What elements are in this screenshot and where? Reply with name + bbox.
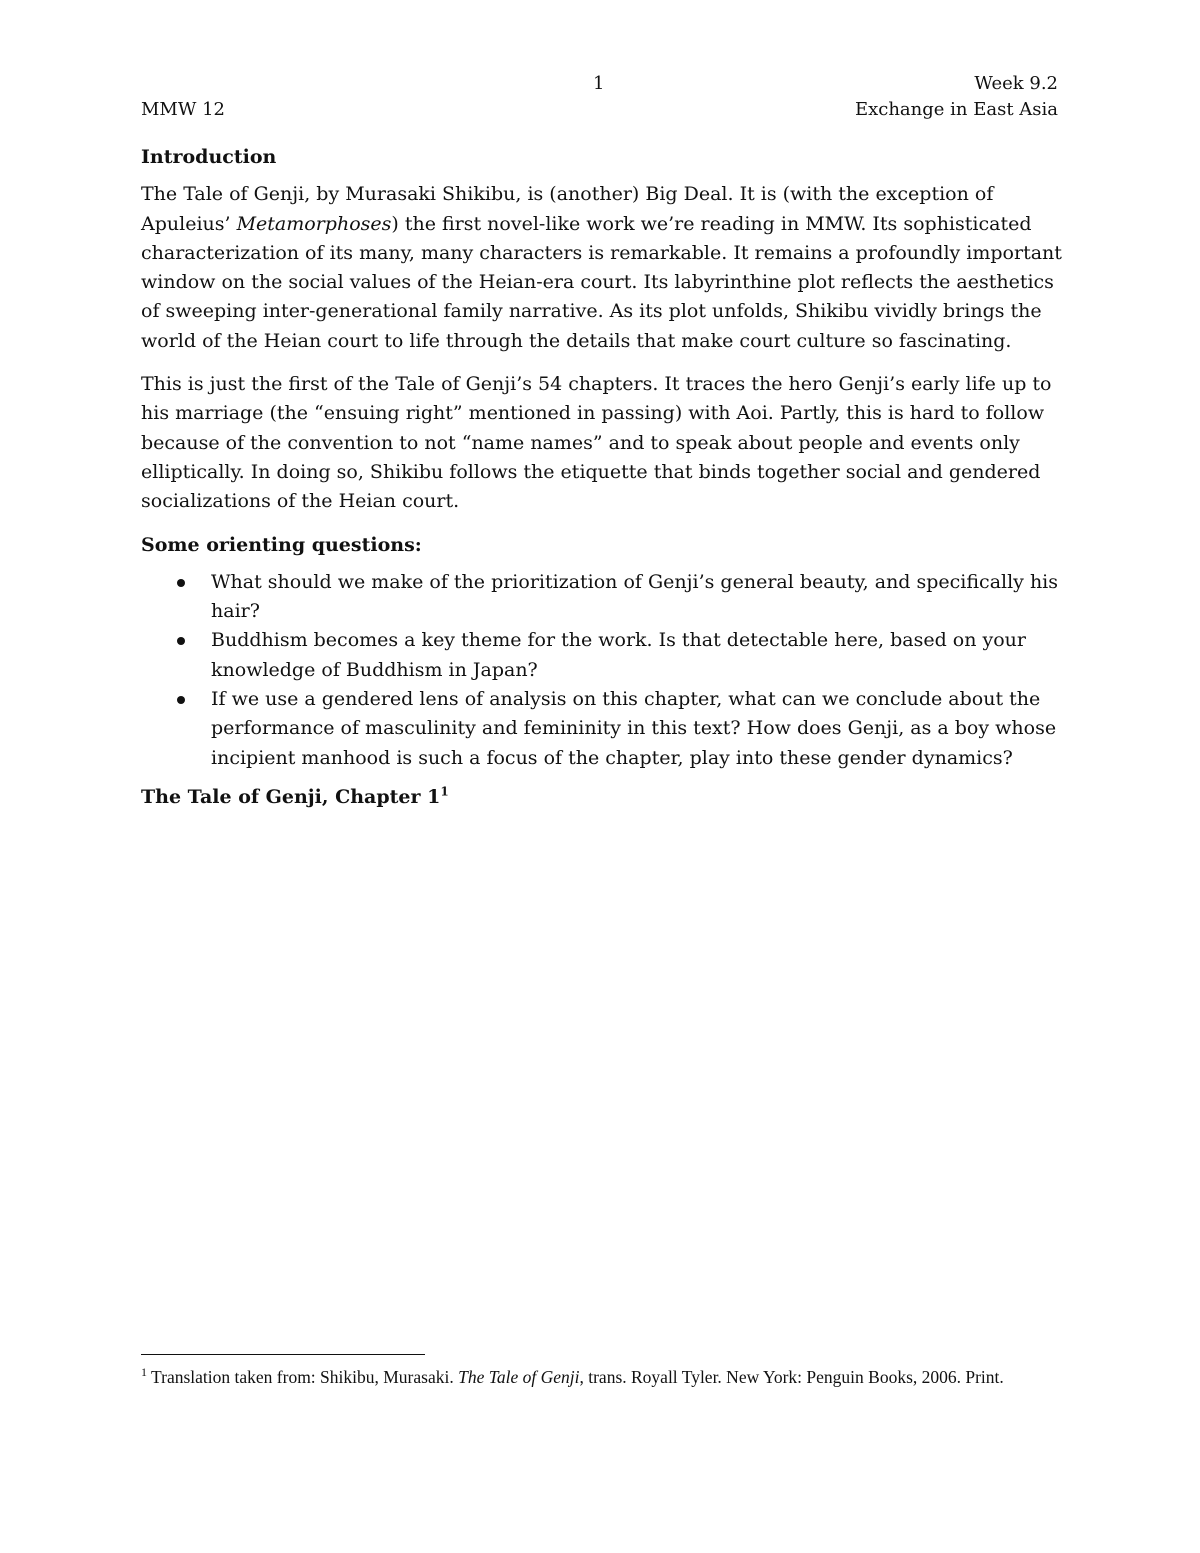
header-week: Week 9.2 — [974, 73, 1058, 94]
footnote-text-a: Translation taken from: Shikibu, Murasaki. — [147, 1367, 459, 1387]
questions-list — [141, 568, 1066, 773]
question-text: What should we make of the prioritization of Genji’s general beauty, and specifically his hair? — [211, 570, 1059, 623]
footnote-mark: 1 — [141, 1365, 147, 1380]
questions-heading: Some orienting questions: — [141, 533, 422, 556]
bullet-icon — [177, 637, 185, 645]
footnote-reference[interactable]: 1 — [440, 784, 449, 799]
introduction-paragraph-2: This is just the first of the Tale of Genji’s 54 chapters. It traces the hero Genji’s early life up to his marriage (the “ensuing right” mentioned in passing) with Aoi. Partly, this is hard to follow because of the convention to not “name names” and to speak about people and events only elliptically. In doing so, Shikibu follows the etiquette that binds together social and gendered socializations of the Heian court. — [141, 373, 1052, 513]
bullet-icon — [177, 579, 185, 587]
chapter-title-text: The Tale of Genji, Chapter 1 — [141, 785, 441, 808]
footnote-text-b: , trans. Royall Tyler. New York: Penguin Books, 2006. Print. — [579, 1367, 1004, 1387]
introduction-p1-italic-title: Metamorphoses — [236, 212, 392, 235]
list-item — [141, 626, 1066, 685]
page-number: 1 — [593, 73, 605, 94]
bullet-icon — [177, 696, 185, 704]
footnote-italic-title: The Tale of Genji — [458, 1367, 580, 1387]
header-topic: Exchange in East Asia — [854, 99, 1058, 120]
list-item — [141, 685, 1066, 773]
footnote-separator — [141, 1354, 425, 1355]
introduction-paragraph-1 — [141, 180, 1066, 356]
chapter-title — [141, 783, 1066, 812]
document-body — [141, 143, 1066, 812]
header-course: MMW 12 — [141, 99, 225, 120]
introduction-p1-text-b: ) the first novel-like work we’re reading in MMW. Its sophisticated characterization of its many, many characters is remarkable. It remains a profoundly important window on the social values of the Heian-era court. Its labyrinthine plot reflects the aesthetics of sweeping inter-generational family narrative. As its plot unfolds, Shikibu vividly brings the world of the Heian court to life through the details that make court culture so fascinating. — [141, 212, 1062, 352]
footnote — [141, 1366, 1066, 1389]
introduction-heading: Introduction — [141, 146, 277, 168]
list-item — [141, 568, 1066, 627]
question-text: Buddhism becomes a key theme for the work. Is that detectable here, based on your knowledge of Buddhism in Japan? — [211, 629, 1026, 681]
introduction-p1-text-a: The Tale of Genji, by Murasaki Shikibu, is (another) Big Deal. It is (with the exception of Apuleius’ — [141, 183, 994, 235]
question-text: If we use a gendered lens of analysis on this chapter, what can we conclude about the performance of masculinity and femininity in this text? How does Genji, as a boy whose incipient manhood is such a focus of the chapter, play into these gender dynamics? — [211, 688, 1057, 769]
